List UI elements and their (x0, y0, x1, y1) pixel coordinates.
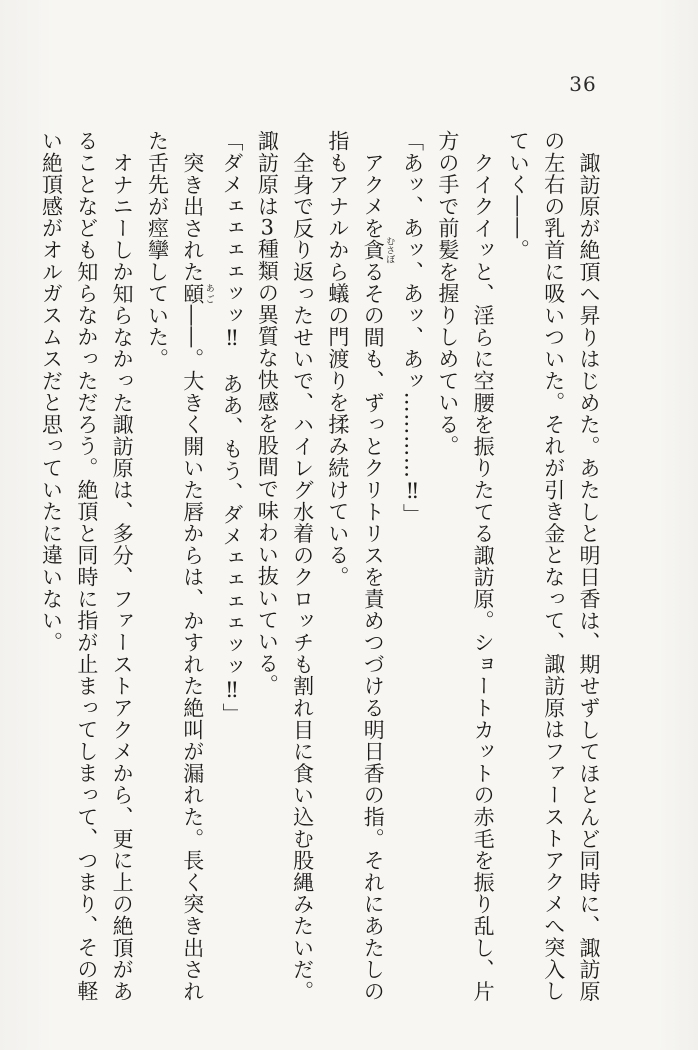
paragraph: 突き出された頤 あご――。大きく開いた唇からは、かすれた絶叫が漏れた。長く突き出された舌先が痙攣していた。 (145, 130, 214, 1003)
paragraph: 「あッ、あッ、あッ、あッ…………‼」 (400, 130, 425, 526)
furigana-ruby: 貪 むさぼ (361, 236, 395, 264)
upright-digit: 3 (260, 217, 275, 239)
paragraph: 諏訪原が絶頂へ昇りはじめた。あたしと明日香は、期せずしてほとんど同時に、諏訪原の左右の乳首に吸いついた。それが引き金となって、諏訪原はファーストアクメへ突入していく――。 (506, 130, 601, 1002)
paragraph: 「ダメェェェェッッ‼ ああ、もう、ダメェェェェッッ‼」 (220, 130, 245, 725)
paragraph: アクメを貪 むさぼるその間も、ずっとクリトリスを責めつづける明日香の指。それにあたしの指もアナルから蟻の門渡りを揉み続けている。 (325, 130, 395, 1003)
furigana-ruby: 頤 あご (180, 282, 214, 305)
paragraph: オナニーしか知らなかった諏訪原は、多分、ファーストアクメから、更に上の絶頂があることなども知らなかっただろう。絶頂と同時に指が止まってしまって、つまり、その軽い絶頂感がオルガスムスだと思っていたに違いない。 (39, 130, 135, 1002)
page-number: 36 (569, 72, 597, 96)
paragraph: 全身で反り返ったせいで、ハイレグ水着のクロッチも割れ目に食い込む股縄みたいだ。諏訪原は3種類の異質な快感を股間で味わい抜いている。 (255, 130, 315, 1002)
vertical-text-block (33, 130, 606, 1004)
paragraph: クイクイッと、淫らに空腰を振りたてる諏訪原。ショートカットの赤毛を振り乱し、片方の手で前髪を握りしめている。 (435, 130, 496, 1002)
